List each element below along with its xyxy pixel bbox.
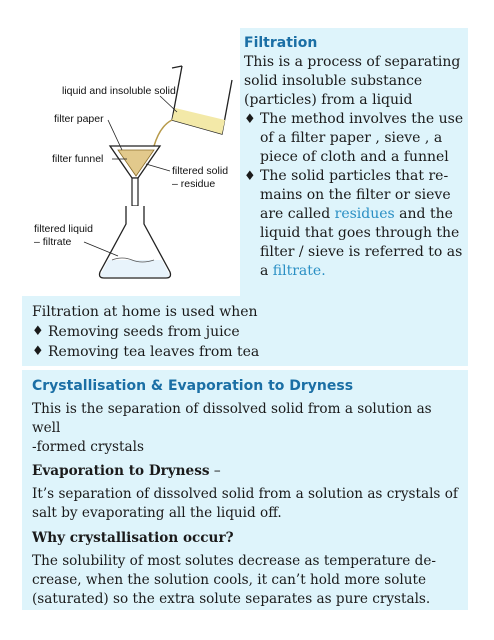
text-line: This is the separation of dissolved solid from a solution as well — [32, 401, 432, 436]
label-filtered-liquid: filtered liquid — [34, 223, 93, 235]
text-fragment: a — [260, 263, 273, 279]
intro-line: (particles) from a liquid — [244, 92, 413, 108]
diamond-bullet-icon: ♦ — [244, 169, 256, 184]
subheading-dash: – — [209, 463, 221, 479]
filtration-bullet-residue — [244, 167, 466, 281]
filtration-title: Filtration — [244, 35, 318, 51]
filtration-apparatus-diagram — [22, 28, 240, 296]
diamond-bullet-icon: ♦ — [244, 112, 256, 127]
filtration-bullet-method — [244, 110, 466, 167]
conical-flask — [100, 206, 171, 278]
diamond-bullet-icon: ♦ — [32, 324, 44, 339]
text-fragment: are called — [260, 206, 335, 222]
label-filter-funnel: filter funnel — [52, 153, 104, 165]
crystallisation-panel — [22, 370, 468, 610]
bullet-line — [260, 205, 466, 224]
bullet-line: filter / sieve is referred to as — [260, 244, 463, 260]
text-line: The solubility of most solutes decrease as temperature de- — [32, 553, 437, 569]
funnel — [110, 146, 160, 206]
label-residue: – residue — [172, 178, 216, 190]
home-uses-panel — [22, 296, 468, 366]
text-fragment: and the — [394, 206, 453, 222]
home-item-tea — [32, 342, 462, 362]
bullet-line: of a filter paper , sieve , a — [260, 130, 443, 146]
intro-line: This is a process of separating — [244, 54, 461, 70]
evaporation-definition — [32, 485, 464, 523]
bullet-line: piece of cloth and a funnel — [260, 149, 449, 165]
filtration-intro — [244, 53, 466, 110]
beaker-liquid — [172, 108, 225, 134]
diamond-bullet-icon: ♦ — [32, 344, 44, 359]
intro-line: solid insoluble substance — [244, 73, 423, 89]
home-intro: Filtration at home is used when — [32, 304, 258, 320]
filtrate-liquid — [101, 260, 169, 277]
home-item-label: Removing seeds from juice — [48, 324, 240, 340]
label-filtrate: – filtrate — [34, 236, 72, 248]
text-line: It’s separation of dissolved solid from a solution as crystals of — [32, 486, 458, 502]
crystallisation-explanation — [32, 552, 464, 609]
crystallisation-definition — [32, 400, 464, 457]
residues-term: residues — [334, 206, 395, 222]
home-item-label: Removing tea leaves from tea — [48, 344, 260, 360]
bullet-line: The solid particles that re- — [260, 168, 449, 184]
why-crystallisation-subheading: Why crystallisation occur? — [32, 530, 234, 546]
bullet-line: liquid that goes through the — [260, 225, 460, 241]
text-line: crease, when the solution cools, it can’t hold more solute — [32, 572, 427, 588]
filtration-diagram-panel — [22, 28, 240, 296]
pouring-stream — [154, 120, 172, 146]
evaporation-subheading — [32, 461, 464, 481]
bullet-line — [260, 262, 466, 281]
filtration-text-panel — [240, 28, 468, 296]
bullet-line: mains on the filter or sieve — [260, 187, 451, 203]
label-filtered-solid: filtered solid — [172, 165, 229, 177]
text-line: (saturated) so the extra solute separates as pure crystals. — [32, 591, 431, 607]
label-filter-paper: filter paper — [54, 113, 104, 125]
bullet-line: The method involves the use — [260, 111, 464, 127]
home-item-seeds — [32, 322, 462, 342]
text-line: -formed crystals — [32, 439, 144, 455]
label-liquid-insoluble: liquid and insoluble solid — [62, 85, 176, 97]
filtrate-term: filtrate. — [272, 263, 326, 279]
subheading-text: Evaporation to Dryness — [32, 463, 210, 479]
crystallisation-title: Crystallisation & Evaporation to Dryness — [32, 378, 354, 394]
text-line: salt by evaporating all the liquid off. — [32, 505, 282, 521]
